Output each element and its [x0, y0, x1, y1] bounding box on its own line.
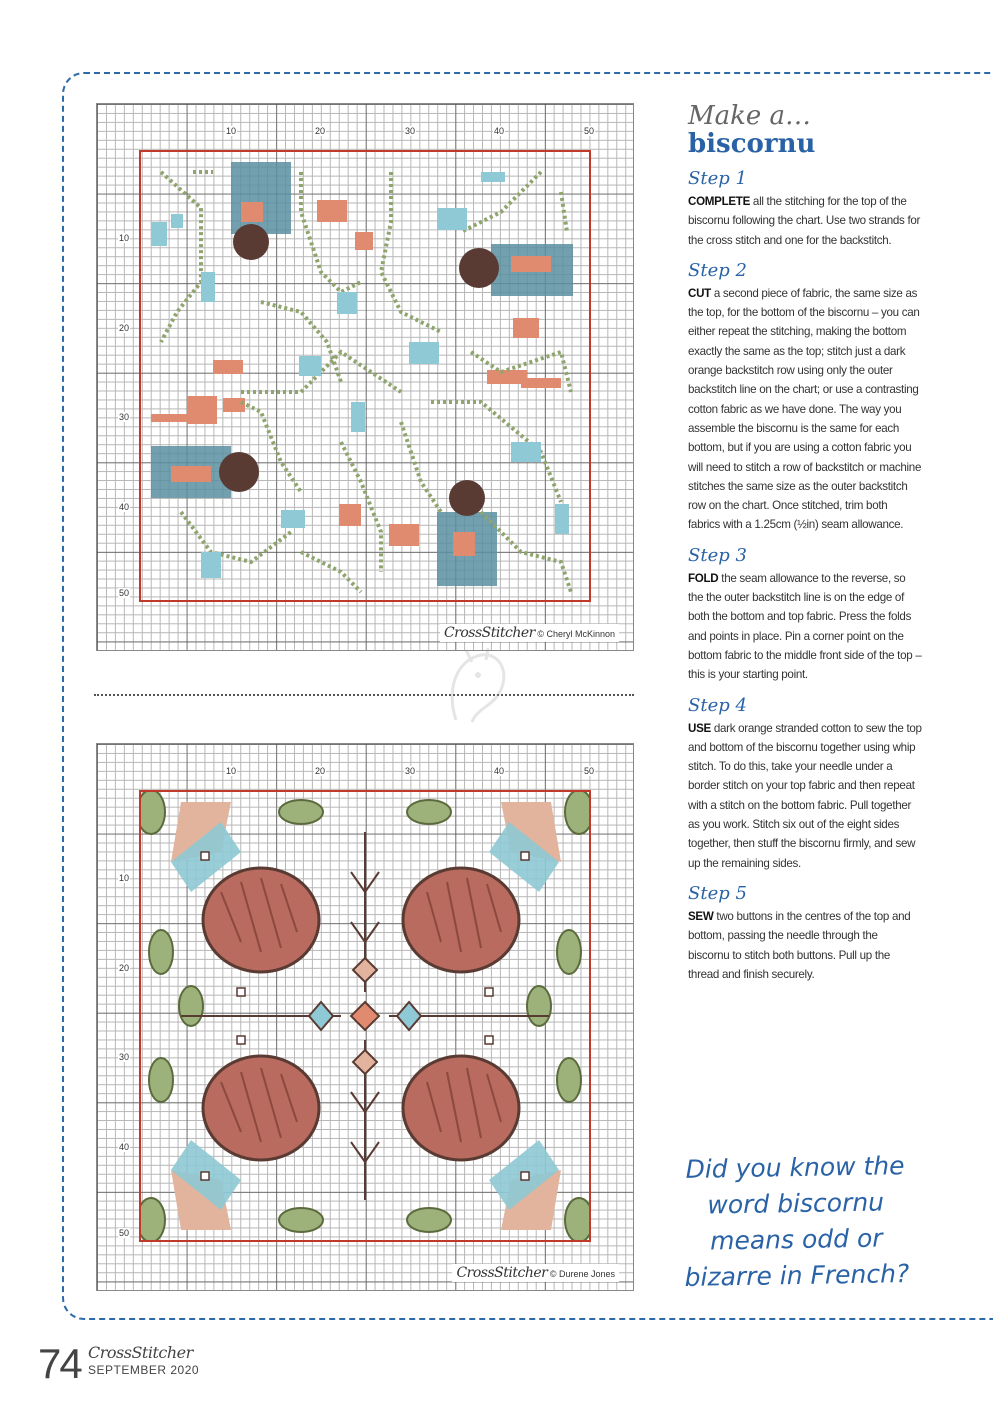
x-label: 30 — [405, 126, 416, 136]
x-label: 10 — [226, 766, 237, 776]
bottom-chart-pattern — [141, 792, 589, 1240]
credit-author: © Cheryl McKinnon — [537, 629, 615, 639]
step-1-body — [688, 192, 922, 250]
x-label: 10 — [226, 126, 237, 136]
y-label: 50 — [119, 1228, 130, 1238]
step-lead: CUT — [688, 286, 711, 300]
step-lead: SEW — [688, 909, 714, 923]
fact-line: bizarre in French? — [684, 1259, 910, 1292]
y-label: 10 — [119, 233, 130, 243]
footer-issue: SEPTEMBER 2020 — [88, 1363, 200, 1377]
center-diamonds — [309, 958, 421, 1074]
house-bottom-right — [437, 480, 497, 586]
credit-author: © Durene Jones — [549, 1269, 615, 1279]
step-1-title: Step 1 — [688, 168, 747, 189]
y-label: 30 — [119, 1052, 130, 1062]
step-3-body — [688, 569, 922, 685]
credit-brand: CrossStitcher — [456, 1265, 548, 1281]
house-top-left — [231, 162, 291, 260]
bottom-chart-border — [139, 790, 591, 1242]
y-label: 20 — [119, 323, 130, 333]
footer-magazine: CrossStitcher — [88, 1343, 193, 1362]
step-2-body — [688, 284, 922, 535]
step-text: two buttons in the centres of the top and bottom, passing the needle through the biscornu to stitch both buttons. Pull up the thread and finish securely. — [688, 909, 911, 981]
fact-line: Did you know the — [685, 1151, 905, 1184]
chart-credit — [452, 1264, 619, 1282]
y-label: 10 — [119, 873, 130, 883]
section-divider — [94, 694, 634, 696]
step-text: a second piece of fabric, the same size as the top, for the bottom of the biscornu – you can either repeat the stitching, making the bottom exactly the same as the top; stitch just a dark orange backstitch row using only the outer backstitch line on the chart; or use a contrasting cotton fabric as we have done. The way you assemble the biscornu is the same for each bottom, but if you are using a cotton fabric you will need to stitch a row of backstitch or machine stitches the same size as the outer backstitch row on the chart. Once stitched, trim both fabrics with a 1.25cm (½in) seam allowance. — [688, 286, 922, 532]
title-line2: biscornu — [688, 129, 816, 159]
house-bottom-left — [151, 446, 259, 498]
step-2-title: Step 2 — [688, 259, 747, 281]
mascot-watermark-icon — [436, 640, 516, 730]
y-label: 40 — [119, 1142, 130, 1152]
x-label: 40 — [494, 766, 505, 776]
step-4-body — [688, 719, 922, 873]
y-label: 20 — [119, 963, 130, 973]
instructions-column — [688, 102, 922, 984]
page-number: 74 — [38, 1340, 81, 1387]
y-label: 30 — [119, 412, 130, 422]
bottom-chart — [96, 743, 634, 1291]
x-label: 20 — [315, 766, 326, 776]
step-5-title: Step 5 — [688, 882, 747, 904]
step-text: the seam allowance to the reverse, so the the outer backstitch line is on the edge of both the bottom and top fabric. Press the folds and points in place. Pin a corner point on the bottom fabric to the middle front side of the top – this is your starting point. — [688, 571, 922, 682]
step-lead: COMPLETE — [688, 195, 751, 208]
y-label: 50 — [119, 588, 130, 598]
credit-brand: CrossStitcher — [443, 625, 535, 641]
top-chart-pattern — [141, 152, 589, 600]
title-line1: Make a… — [688, 101, 812, 131]
step-text: all the stitching for the top of the biscornu following the chart. Use two strands for the cross stitch and one for the backstitch. — [688, 195, 921, 247]
center-markers — [359, 152, 367, 600]
x-label: 50 — [584, 766, 595, 776]
x-label: 20 — [315, 126, 326, 136]
step-4-title: Step 4 — [688, 694, 747, 716]
y-label: 40 — [119, 502, 130, 512]
top-chart-border — [139, 150, 591, 602]
fact-line: word biscornu — [707, 1187, 885, 1220]
x-label: 30 — [405, 766, 416, 776]
step-3-title: Step 3 — [688, 544, 747, 566]
step-lead: USE — [688, 721, 711, 735]
step-5-body — [688, 907, 922, 984]
x-label: 40 — [494, 126, 505, 136]
step-text: dark orange stranded cotton to sew the top and bottom of the biscornu together using whip stitch. To do this, take your needle under a border stitch on your top fabric and then repeat with a stitch on the bottom fabric. Pull together as you work. Stitch six out of the eight sides together, then stuff the biscornu firmly, and sew up the remaining sides. — [688, 721, 922, 870]
top-chart — [96, 103, 634, 651]
x-label: 50 — [584, 126, 595, 136]
fact-line: means odd or — [709, 1223, 883, 1256]
step-lead: FOLD — [688, 571, 719, 585]
fact-callout — [675, 1148, 917, 1296]
house-top-right — [459, 244, 573, 296]
